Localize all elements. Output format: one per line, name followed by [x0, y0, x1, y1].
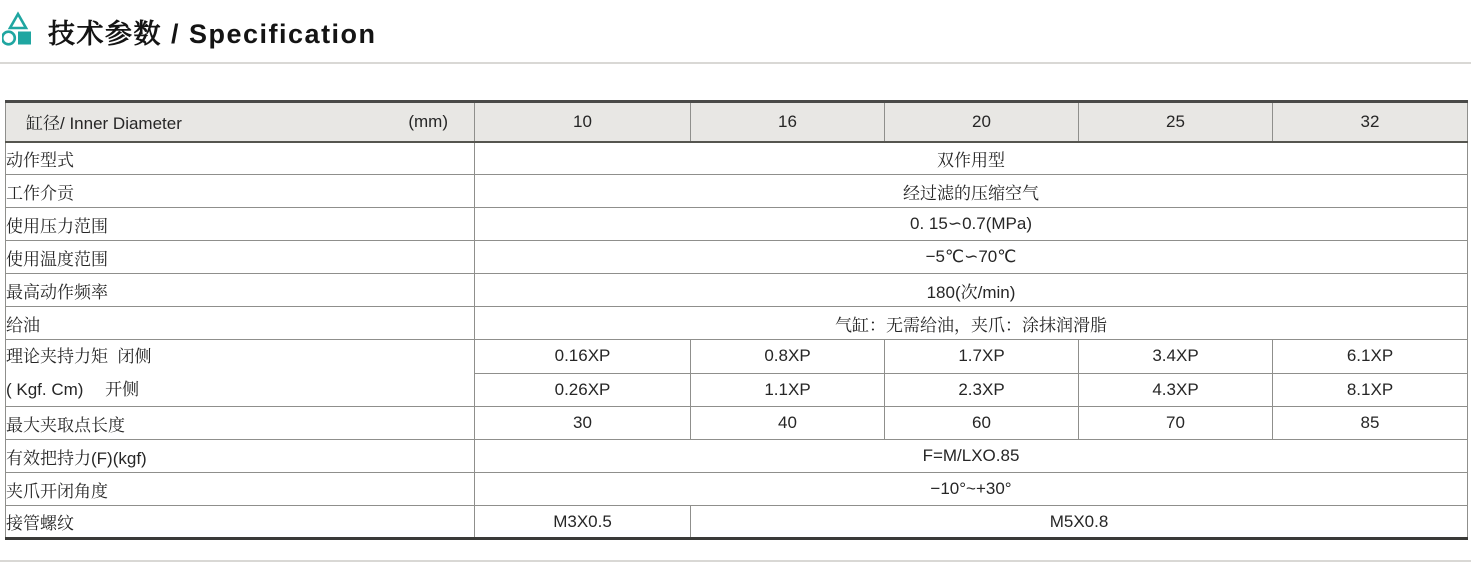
- table-row-lubrication: [6, 307, 1468, 340]
- page-title: 技术参数 / Specification: [48, 18, 377, 49]
- header-inner-diameter-cell: [6, 102, 475, 142]
- cell-value: 6.1XP: [1273, 340, 1468, 374]
- row-label: 接管螺纹: [6, 506, 475, 539]
- table-row-effective-force: [6, 440, 1468, 473]
- cell-value: 0.16XP: [475, 340, 691, 374]
- table-row-torque-closed: [6, 340, 1468, 374]
- table-header-row: [6, 102, 1468, 142]
- column-header-16: 16: [691, 102, 885, 142]
- row-value: 0. 15∽0.7(MPa): [475, 208, 1468, 241]
- cell-value: 1.7XP: [885, 340, 1079, 374]
- row-value: 经过滤的压缩空气: [475, 175, 1468, 208]
- page-bottom-divider: [0, 560, 1471, 562]
- cell-value: 85: [1273, 407, 1468, 440]
- row-value: 双作用型: [475, 142, 1468, 175]
- table-row-pipe-thread: [6, 506, 1468, 539]
- section-header: [2, 10, 377, 52]
- cell-value: 70: [1079, 407, 1273, 440]
- table-row-max-frequency: [6, 274, 1468, 307]
- shapes-logo-icon: [2, 10, 38, 52]
- unit-label: (mm): [408, 111, 448, 131]
- cell-value: 0.8XP: [691, 340, 885, 374]
- row-value: −5℃∽70℃: [475, 241, 1468, 274]
- row-value: F=M/LXO.85: [475, 440, 1468, 473]
- cell-value: 40: [691, 407, 885, 440]
- cell-value: 0.26XP: [475, 373, 691, 407]
- row-label: 最高动作频率: [6, 274, 475, 307]
- cell-value: 2.3XP: [885, 373, 1079, 407]
- table-row-max-grip-length: [6, 407, 1468, 440]
- row-label: 最大夹取点长度: [6, 407, 475, 440]
- cell-value: 8.1XP: [1273, 373, 1468, 407]
- table-row-working-medium: [6, 175, 1468, 208]
- row-value: 气缸：无需给油，夹爪：涂抹润滑脂: [475, 307, 1468, 340]
- inner-diameter-label: 缸径/ Inner Diameter: [26, 114, 182, 134]
- row-label: 工作介贡: [6, 175, 475, 208]
- row-label: 动作型式: [6, 142, 475, 175]
- column-header-20: 20: [885, 102, 1079, 142]
- column-header-10: 10: [475, 102, 691, 142]
- row-label: 使用温度范围: [6, 241, 475, 274]
- row-label: 使用压力范围: [6, 208, 475, 241]
- table-row-temperature-range: [6, 241, 1468, 274]
- cell-value: 3.4XP: [1079, 340, 1273, 374]
- table-row-opening-angle: [6, 473, 1468, 506]
- cell-value-d10: M3X0.5: [475, 506, 691, 539]
- row-label: 给油: [6, 307, 475, 340]
- row-label: 夹爪开闭角度: [6, 473, 475, 506]
- cell-value: 30: [475, 407, 691, 440]
- table-row-pressure-range: [6, 208, 1468, 241]
- torque-label-line1: 理论夹持力矩 闭侧: [6, 347, 152, 366]
- column-header-25: 25: [1079, 102, 1273, 142]
- cell-value: 60: [885, 407, 1079, 440]
- row-label-torque: [6, 340, 475, 407]
- cell-value: 1.1XP: [691, 373, 885, 407]
- row-label: 有效把持力(F)(kgf): [6, 440, 475, 473]
- title-divider: [0, 62, 1471, 64]
- specification-table: [5, 100, 1468, 540]
- cell-value-rest: M5X0.8: [691, 506, 1468, 539]
- table-row-action-type: [6, 142, 1468, 175]
- column-header-32: 32: [1273, 102, 1468, 142]
- torque-label-line2: ( Kgf. Cm) 开侧: [6, 380, 140, 399]
- cell-value: 4.3XP: [1079, 373, 1273, 407]
- row-value: −10°~+30°: [475, 473, 1468, 506]
- row-value: 180(次/min): [475, 274, 1468, 307]
